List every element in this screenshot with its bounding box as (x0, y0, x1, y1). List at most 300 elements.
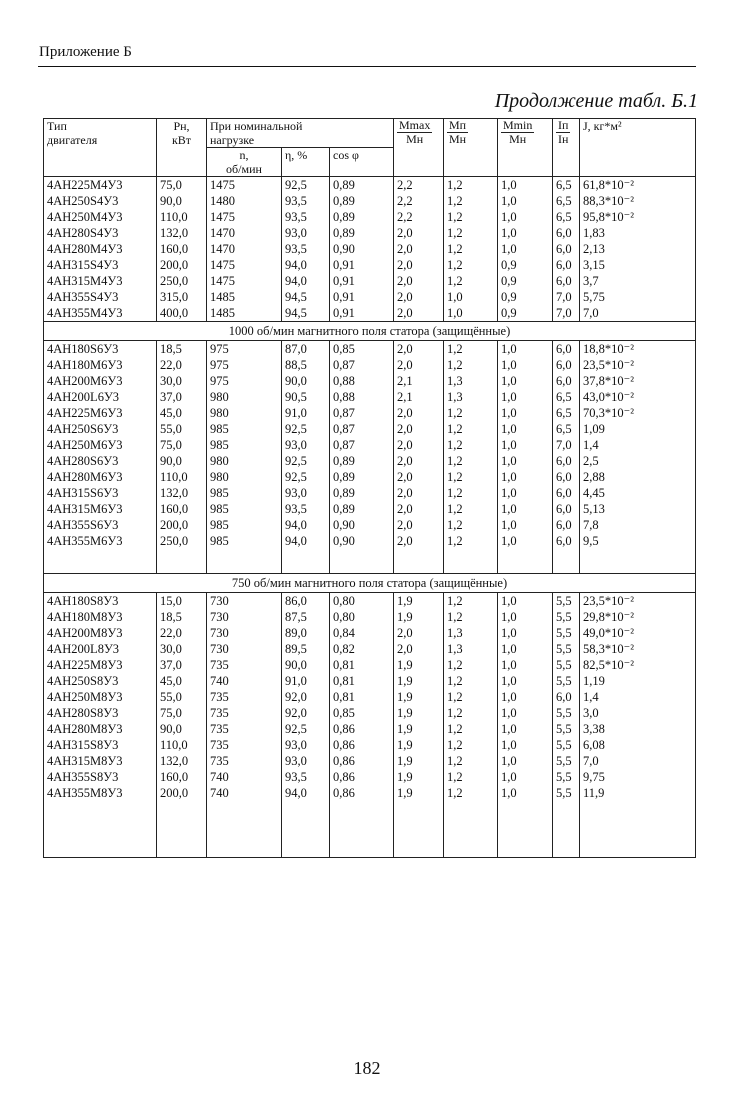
cell-type: 4АН280М6У3 (44, 469, 157, 485)
cell-mmin: 1,0 (498, 721, 553, 737)
cell-mp: 1,2 (444, 753, 498, 769)
cell-inertia: 7,8 (580, 517, 696, 533)
cell-cosphi: 0,81 (330, 657, 394, 673)
cell-power: 200,0 (157, 257, 207, 273)
cell-cosphi: 0,90 (330, 533, 394, 549)
cell-type: 4АН280М8У3 (44, 721, 157, 737)
table-row (44, 609, 696, 625)
table-row (44, 485, 696, 501)
col-header-nominal-group (207, 119, 394, 148)
cell-type: 4АН200L8У3 (44, 641, 157, 657)
cell-inertia: 9,75 (580, 769, 696, 785)
cell-type: 4АН180S8У3 (44, 593, 157, 610)
cell-mmin: 1,0 (498, 225, 553, 241)
cell-mmax: 1,9 (394, 737, 444, 753)
cell-speed: 975 (207, 373, 282, 389)
cell-ip: 6,5 (553, 389, 580, 405)
table-row (44, 389, 696, 405)
cell-mp: 1,2 (444, 241, 498, 257)
cell-inertia: 3,38 (580, 721, 696, 737)
cell-ip: 5,5 (553, 753, 580, 769)
cell-mmax: 2,2 (394, 177, 444, 194)
cell-speed: 1485 (207, 289, 282, 305)
cell-mp: 1,2 (444, 405, 498, 421)
cell-cosphi: 0,85 (330, 705, 394, 721)
cell-mp: 1,2 (444, 193, 498, 209)
cell-mmin: 1,0 (498, 785, 553, 801)
table-row (44, 421, 696, 437)
cell-inertia: 3,15 (580, 257, 696, 273)
cell-cosphi: 0,81 (330, 689, 394, 705)
table-caption: Продолжение табл. Б.1 (494, 90, 698, 112)
section-title-750: 750 об/мин магнитного поля статора (защищённые) (44, 574, 696, 593)
cell-efficiency: 92,0 (282, 705, 330, 721)
table-row (44, 625, 696, 641)
table-row (44, 437, 696, 453)
cell-mmax: 2,0 (394, 357, 444, 373)
cell-cosphi: 0,86 (330, 769, 394, 785)
cell-mmax: 2,0 (394, 257, 444, 273)
cell-inertia: 58,3*10⁻² (580, 641, 696, 657)
cell-mmax: 2,0 (394, 241, 444, 257)
cell-speed: 1475 (207, 257, 282, 273)
cell-mmin: 1,0 (498, 689, 553, 705)
col-header-efficiency: η, % (282, 148, 330, 177)
table-row (44, 641, 696, 657)
col-header-mmax (394, 119, 444, 177)
cell-ip: 6,0 (553, 273, 580, 289)
cell-ip: 6,0 (553, 453, 580, 469)
col-header-speed-line1: n, (239, 148, 249, 162)
spacer-end (44, 801, 696, 858)
table-row (44, 289, 696, 305)
cell-type: 4АН250М8У3 (44, 689, 157, 705)
cell-ip: 5,5 (553, 641, 580, 657)
cell-efficiency: 88,5 (282, 357, 330, 373)
cell-type: 4АН250М4У3 (44, 209, 157, 225)
cell-cosphi: 0,89 (330, 501, 394, 517)
cell-ip: 6,5 (553, 177, 580, 194)
cell-efficiency: 93,0 (282, 225, 330, 241)
cell-mmax: 2,2 (394, 193, 444, 209)
cell-inertia: 43,0*10⁻² (580, 389, 696, 405)
cell-power: 75,0 (157, 437, 207, 453)
cell-ip: 5,5 (553, 705, 580, 721)
cell-mmin: 1,0 (498, 357, 553, 373)
cell-efficiency: 92,5 (282, 453, 330, 469)
cell-speed: 730 (207, 625, 282, 641)
cell-inertia: 23,5*10⁻² (580, 593, 696, 610)
cell-mmin: 1,0 (498, 389, 553, 405)
table-row (44, 689, 696, 705)
cell-power: 110,0 (157, 209, 207, 225)
cell-mmax: 2,0 (394, 437, 444, 453)
cell-mp: 1,2 (444, 469, 498, 485)
cell-power: 110,0 (157, 737, 207, 753)
col-header-mmin (498, 119, 553, 177)
cell-type: 4АН355М6У3 (44, 533, 157, 549)
cell-efficiency: 93,5 (282, 193, 330, 209)
page-number: 182 (353, 1058, 381, 1078)
cell-ip: 6,0 (553, 469, 580, 485)
section-750-header (44, 574, 696, 593)
col-header-mp (444, 119, 498, 177)
cell-inertia: 1,19 (580, 673, 696, 689)
cell-cosphi: 0,91 (330, 257, 394, 273)
col-header-speed-line2: об/мин (226, 162, 262, 176)
cell-efficiency: 94,5 (282, 289, 330, 305)
cell-type: 4АН200М6У3 (44, 373, 157, 389)
table-row (44, 357, 696, 373)
cell-mp: 1,2 (444, 485, 498, 501)
cell-cosphi: 0,89 (330, 177, 394, 194)
col-header-nominal-line2: нагрузке (210, 133, 255, 147)
cell-speed: 1470 (207, 225, 282, 241)
cell-type: 4АН315М6У3 (44, 501, 157, 517)
cell-power: 200,0 (157, 785, 207, 801)
cell-inertia: 18,8*10⁻² (580, 341, 696, 358)
cell-cosphi: 0,80 (330, 609, 394, 625)
cell-inertia: 49,0*10⁻² (580, 625, 696, 641)
motor-data-table (43, 118, 696, 858)
cell-mp: 1,2 (444, 357, 498, 373)
cell-power: 250,0 (157, 533, 207, 549)
cell-mp: 1,0 (444, 289, 498, 305)
cell-power: 250,0 (157, 273, 207, 289)
cell-type: 4АН355М8У3 (44, 785, 157, 801)
table-row (44, 705, 696, 721)
cell-mmax: 2,0 (394, 273, 444, 289)
cell-mmax: 2,0 (394, 501, 444, 517)
cell-speed: 735 (207, 721, 282, 737)
rows-1500rpm (44, 177, 696, 322)
table-row (44, 341, 696, 358)
cell-type: 4АН355М4У3 (44, 305, 157, 322)
cell-mmin: 1,0 (498, 673, 553, 689)
table-row (44, 785, 696, 801)
cell-efficiency: 94,0 (282, 273, 330, 289)
col-header-power-line1: Pн, (173, 119, 190, 133)
cell-inertia: 1,09 (580, 421, 696, 437)
cell-inertia: 6,08 (580, 737, 696, 753)
cell-inertia: 2,88 (580, 469, 696, 485)
cell-type: 4АН355S4У3 (44, 289, 157, 305)
cell-mp: 1,2 (444, 177, 498, 194)
cell-power: 75,0 (157, 177, 207, 194)
cell-mmax: 2,0 (394, 469, 444, 485)
table-row (44, 737, 696, 753)
col-header-type (44, 119, 157, 177)
cell-type: 4АН280М4У3 (44, 241, 157, 257)
cell-mmax: 2,0 (394, 405, 444, 421)
cell-cosphi: 0,88 (330, 389, 394, 405)
cell-inertia: 61,8*10⁻² (580, 177, 696, 194)
cell-speed: 1475 (207, 273, 282, 289)
cell-efficiency: 93,5 (282, 501, 330, 517)
cell-cosphi: 0,86 (330, 785, 394, 801)
col-header-type-line1: Тип (47, 119, 67, 133)
cell-mmin: 1,0 (498, 405, 553, 421)
cell-mmax: 1,9 (394, 609, 444, 625)
cell-power: 55,0 (157, 689, 207, 705)
cell-efficiency: 93,0 (282, 737, 330, 753)
cell-mmin: 1,0 (498, 593, 553, 610)
cell-mp: 1,2 (444, 517, 498, 533)
cell-mmax: 2,0 (394, 289, 444, 305)
cell-mmin: 1,0 (498, 453, 553, 469)
cell-mmax: 2,0 (394, 341, 444, 358)
cell-type: 4АН180S6У3 (44, 341, 157, 358)
cell-power: 18,5 (157, 609, 207, 625)
cell-cosphi: 0,87 (330, 405, 394, 421)
cell-mmax: 2,1 (394, 373, 444, 389)
cell-speed: 975 (207, 357, 282, 373)
cell-inertia: 1,83 (580, 225, 696, 241)
cell-ip: 6,0 (553, 241, 580, 257)
cell-speed: 740 (207, 769, 282, 785)
section-1000-header (44, 322, 696, 341)
cell-mp: 1,2 (444, 785, 498, 801)
cell-ip: 7,0 (553, 305, 580, 322)
cell-inertia: 2,5 (580, 453, 696, 469)
cell-ip: 6,5 (553, 193, 580, 209)
cell-mmax: 1,9 (394, 705, 444, 721)
cell-cosphi: 0,87 (330, 357, 394, 373)
mmax-denominator: Mн (406, 132, 424, 146)
cell-mmin: 1,0 (498, 341, 553, 358)
cell-efficiency: 94,0 (282, 257, 330, 273)
cell-mp: 1,2 (444, 769, 498, 785)
cell-type: 4АН315М4У3 (44, 273, 157, 289)
cell-efficiency: 89,0 (282, 625, 330, 641)
cell-mmax: 2,0 (394, 225, 444, 241)
cell-mp: 1,2 (444, 209, 498, 225)
cell-mp: 1,3 (444, 373, 498, 389)
section-title-1000: 1000 об/мин магнитного поля статора (защищённые) (44, 322, 696, 341)
cell-mmin: 0,9 (498, 289, 553, 305)
table-row (44, 469, 696, 485)
cell-cosphi: 0,91 (330, 273, 394, 289)
cell-power: 30,0 (157, 641, 207, 657)
cell-efficiency: 92,5 (282, 421, 330, 437)
cell-power: 90,0 (157, 193, 207, 209)
cell-cosphi: 0,90 (330, 241, 394, 257)
cell-ip: 6,0 (553, 357, 580, 373)
cell-speed: 735 (207, 753, 282, 769)
cell-efficiency: 90,0 (282, 373, 330, 389)
cell-speed: 1475 (207, 177, 282, 194)
rows-750rpm (44, 593, 696, 802)
cell-efficiency: 94,0 (282, 533, 330, 549)
cell-mp: 1,0 (444, 305, 498, 322)
cell-cosphi: 0,85 (330, 341, 394, 358)
col-header-nominal-line1: При номинальной (210, 119, 303, 133)
cell-cosphi: 0,88 (330, 373, 394, 389)
cell-cosphi: 0,90 (330, 517, 394, 533)
table-row (44, 225, 696, 241)
cell-cosphi: 0,91 (330, 305, 394, 322)
cell-speed: 985 (207, 437, 282, 453)
cell-power: 132,0 (157, 225, 207, 241)
cell-power: 37,0 (157, 657, 207, 673)
cell-speed: 730 (207, 593, 282, 610)
cell-cosphi: 0,89 (330, 225, 394, 241)
cell-cosphi: 0,86 (330, 753, 394, 769)
cell-inertia: 95,8*10⁻² (580, 209, 696, 225)
cell-cosphi: 0,89 (330, 453, 394, 469)
cell-power: 400,0 (157, 305, 207, 322)
cell-speed: 735 (207, 657, 282, 673)
cell-efficiency: 86,0 (282, 593, 330, 610)
cell-type: 4АН180М6У3 (44, 357, 157, 373)
cell-mmax: 2,0 (394, 305, 444, 322)
cell-inertia: 29,8*10⁻² (580, 609, 696, 625)
cell-cosphi: 0,89 (330, 209, 394, 225)
cell-power: 90,0 (157, 453, 207, 469)
cell-power: 110,0 (157, 469, 207, 485)
cell-ip: 6,5 (553, 405, 580, 421)
table-row (44, 405, 696, 421)
table-row (44, 453, 696, 469)
cell-mmin: 1,0 (498, 657, 553, 673)
cell-mp: 1,2 (444, 421, 498, 437)
cell-inertia: 9,5 (580, 533, 696, 549)
mmax-numerator: Mmax (399, 118, 431, 132)
cell-mmin: 1,0 (498, 177, 553, 194)
cell-speed: 985 (207, 421, 282, 437)
cell-power: 200,0 (157, 517, 207, 533)
table-row (44, 533, 696, 549)
cell-speed: 735 (207, 737, 282, 753)
cell-power: 22,0 (157, 625, 207, 641)
cell-mmax: 1,9 (394, 673, 444, 689)
cell-mp: 1,2 (444, 737, 498, 753)
cell-speed: 730 (207, 609, 282, 625)
col-header-ip (553, 119, 580, 177)
cell-speed: 980 (207, 405, 282, 421)
cell-mp: 1,2 (444, 257, 498, 273)
cell-cosphi: 0,91 (330, 289, 394, 305)
cell-mmax: 1,9 (394, 785, 444, 801)
cell-mp: 1,2 (444, 705, 498, 721)
cell-ip: 5,5 (553, 609, 580, 625)
cell-type: 4АН355S6У3 (44, 517, 157, 533)
cell-type: 4АН280S4У3 (44, 225, 157, 241)
cell-mmax: 1,9 (394, 689, 444, 705)
cell-mp: 1,2 (444, 721, 498, 737)
cell-inertia: 37,8*10⁻² (580, 373, 696, 389)
cell-efficiency: 92,5 (282, 177, 330, 194)
cell-power: 315,0 (157, 289, 207, 305)
cell-mmax: 1,9 (394, 657, 444, 673)
cell-mmin: 1,0 (498, 609, 553, 625)
cell-ip: 5,5 (553, 721, 580, 737)
table-row (44, 657, 696, 673)
cell-mmin: 1,0 (498, 421, 553, 437)
table-row (44, 501, 696, 517)
cell-type: 4АН355S8У3 (44, 769, 157, 785)
cell-efficiency: 92,0 (282, 689, 330, 705)
cell-ip: 5,5 (553, 737, 580, 753)
cell-power: 22,0 (157, 357, 207, 373)
cell-type: 4АН315S4У3 (44, 257, 157, 273)
cell-speed: 980 (207, 453, 282, 469)
cell-ip: 5,5 (553, 593, 580, 610)
cell-efficiency: 92,5 (282, 721, 330, 737)
cell-cosphi: 0,89 (330, 469, 394, 485)
cell-cosphi: 0,86 (330, 721, 394, 737)
table-row (44, 209, 696, 225)
cell-power: 160,0 (157, 241, 207, 257)
cell-cosphi: 0,86 (330, 737, 394, 753)
cell-ip: 6,5 (553, 209, 580, 225)
cell-speed: 1470 (207, 241, 282, 257)
cell-ip: 5,5 (553, 673, 580, 689)
cell-inertia: 2,13 (580, 241, 696, 257)
cell-power: 160,0 (157, 501, 207, 517)
cell-cosphi: 0,84 (330, 625, 394, 641)
cell-type: 4АН250S6У3 (44, 421, 157, 437)
cell-efficiency: 93,5 (282, 769, 330, 785)
cell-mmin: 1,0 (498, 705, 553, 721)
cell-inertia: 1,4 (580, 437, 696, 453)
header-rule (38, 66, 696, 67)
cell-mmin: 1,0 (498, 209, 553, 225)
cell-mmin: 1,0 (498, 517, 553, 533)
cell-inertia: 5,75 (580, 289, 696, 305)
cell-mmax: 2,0 (394, 625, 444, 641)
cell-cosphi: 0,81 (330, 673, 394, 689)
cell-power: 132,0 (157, 753, 207, 769)
cell-mmax: 1,9 (394, 753, 444, 769)
cell-efficiency: 87,5 (282, 609, 330, 625)
cell-type: 4АН315S8У3 (44, 737, 157, 753)
cell-speed: 1485 (207, 305, 282, 322)
cell-mmin: 1,0 (498, 373, 553, 389)
cell-mmin: 1,0 (498, 193, 553, 209)
cell-type: 4АН225М6У3 (44, 405, 157, 421)
table-row (44, 517, 696, 533)
cell-inertia: 23,5*10⁻² (580, 357, 696, 373)
running-head: Приложение Б (39, 44, 132, 60)
cell-mmin: 0,9 (498, 305, 553, 322)
col-header-power-line2: кВт (171, 133, 192, 147)
cell-cosphi: 0,89 (330, 193, 394, 209)
cell-mmin: 1,0 (498, 501, 553, 517)
cell-mmin: 1,0 (498, 641, 553, 657)
cell-efficiency: 93,0 (282, 437, 330, 453)
spacer-1000 (44, 549, 696, 574)
cell-cosphi: 0,80 (330, 593, 394, 610)
cell-efficiency: 91,0 (282, 673, 330, 689)
cell-efficiency: 93,0 (282, 485, 330, 501)
cell-speed: 980 (207, 389, 282, 405)
cell-speed: 980 (207, 469, 282, 485)
cell-inertia: 82,5*10⁻² (580, 657, 696, 673)
cell-type: 4АН225М4У3 (44, 177, 157, 194)
cell-ip: 6,0 (553, 257, 580, 273)
cell-mp: 1,3 (444, 625, 498, 641)
cell-speed: 740 (207, 785, 282, 801)
cell-efficiency: 94,5 (282, 305, 330, 322)
cell-type: 4АН315S6У3 (44, 485, 157, 501)
cell-mp: 1,2 (444, 673, 498, 689)
cell-ip: 6,5 (553, 421, 580, 437)
cell-ip: 6,0 (553, 485, 580, 501)
table-row (44, 721, 696, 737)
cell-speed: 985 (207, 533, 282, 549)
cell-ip: 6,0 (553, 501, 580, 517)
